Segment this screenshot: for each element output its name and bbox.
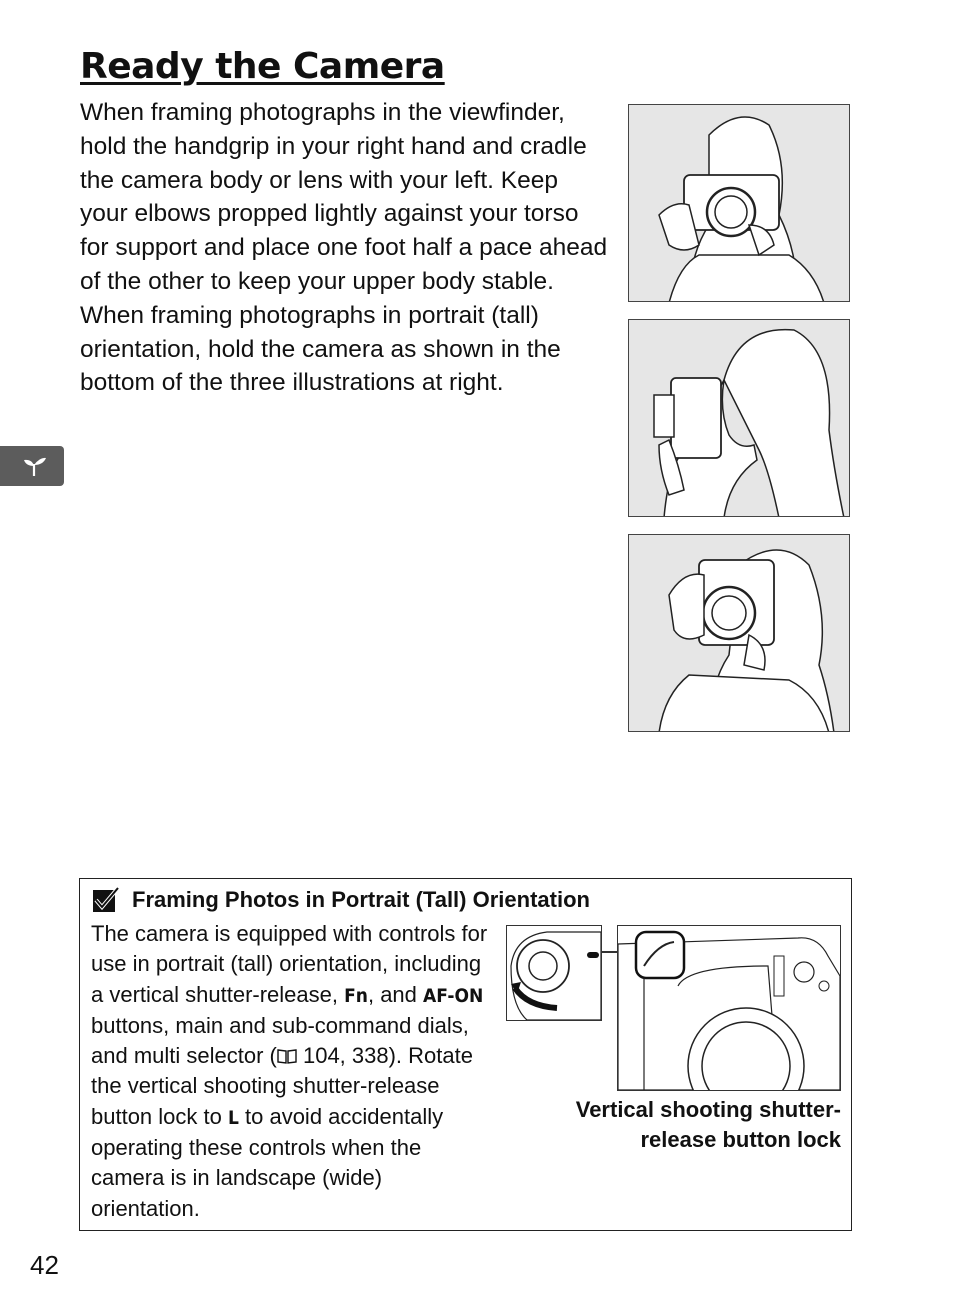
lock-position-label: L	[227, 1106, 239, 1129]
fn-button-label: Fn	[344, 984, 368, 1007]
illustration-landscape-hold	[628, 104, 850, 302]
book-icon	[277, 1048, 297, 1064]
camera-grip-detail	[617, 925, 841, 1091]
page-number: 42	[30, 1250, 59, 1280]
af-on-button-label: AF-ON	[423, 984, 484, 1007]
shutter-lock-detail	[506, 925, 602, 1021]
sprout-icon	[22, 454, 46, 478]
illustration-side-view	[628, 319, 850, 517]
illustration-portrait-hold	[628, 534, 850, 732]
note-title: Framing Photos in Portrait (Tall) Orientation	[132, 887, 590, 912]
note-body: The camera is equipped with controls for use in portrait (tall) orientation, including a vertical shutter-release, Fn, and AF-ON buttons, main and sub-command dials, and multi selector ( 104, 338). Rotate the vertical shooting shutter-release button lock to L to avoid accidentally operating these controls when the camera is in landscape (wide) orientation.	[91, 921, 488, 1221]
checkmark-icon	[92, 887, 120, 913]
chapter-tab	[0, 446, 64, 486]
intro-paragraph: When framing photographs in the viewfinder, hold the handgrip in your right hand and cradle the camera body or lens with your left. Keep your elbows propped lightly against your torso for support and place one foot half a pace ahead of the other to keep your upper body stable. When framing photographs in portrait (tall) orientation, hold the camera as shown in the bottom of the three illustrations at right.	[80, 99, 608, 397]
figure-caption: Vertical shooting shutter- release button lock	[575, 1097, 841, 1152]
page-title: Ready the Camera	[80, 46, 445, 87]
note-box	[79, 878, 852, 1231]
